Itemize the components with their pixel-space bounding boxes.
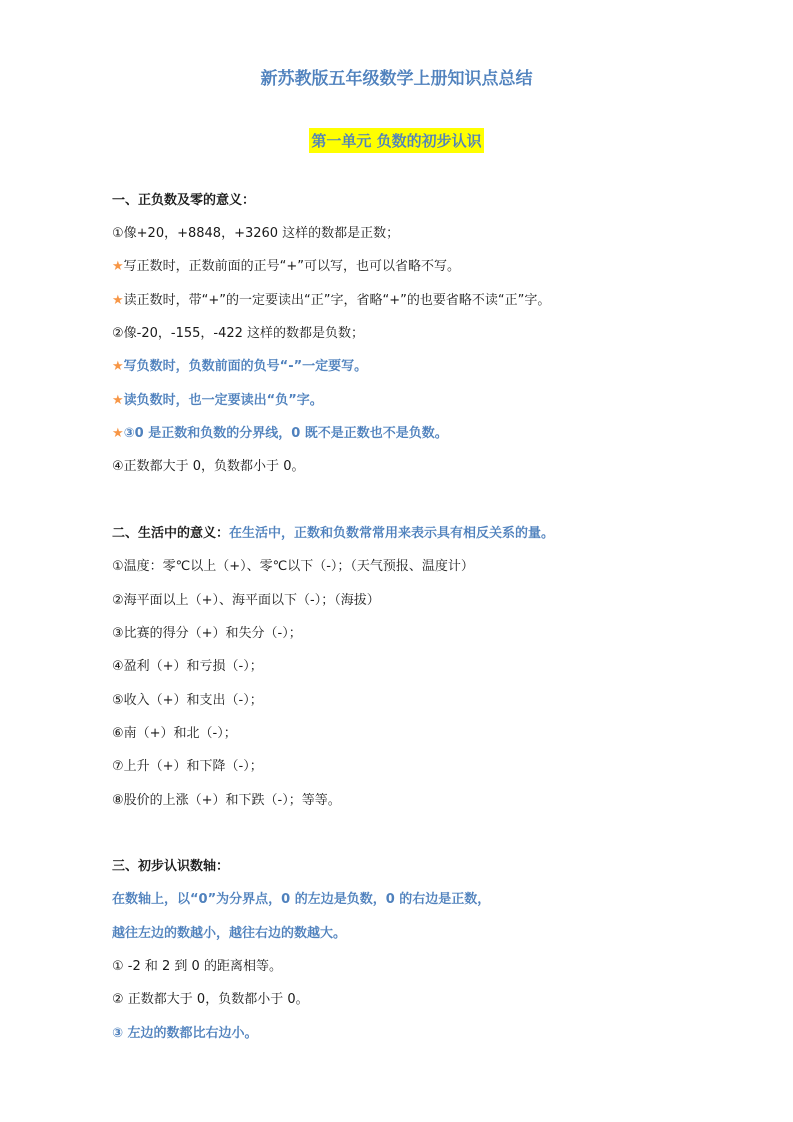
section1-line-1: ①像+20，+8848，+3260 这样的数都是正数； <box>112 226 400 241</box>
unit-title-row <box>0 128 793 153</box>
section3-blue-line-2: 越往左边的数越小，越往右边的数越大。 <box>112 926 347 941</box>
star-icon: ★ <box>112 293 124 308</box>
section1-line-7-text: ③0 是正数和负数的分界线，0 既不是正数也不是负数。 <box>123 426 448 441</box>
section1-line-5 <box>112 358 367 376</box>
section1-line-2-text: 写正数时，正数前面的正号“+”可以写，也可以省略不写。 <box>123 259 461 274</box>
section1-line-3-text: 读正数时，带“+”的一定要读出“正”字，省略“+”的也要省略不读“正”字。 <box>123 293 551 308</box>
section1-line-5-text: 写负数时，负数前面的负号“-”一定要写。 <box>123 359 368 374</box>
star-icon: ★ <box>112 426 124 441</box>
section2-item: ①温度：零℃以上（+）、零℃以下（-）；（天气预报、温度计） <box>112 559 474 574</box>
section2-item: ④盈利（+）和亏损（-）； <box>112 659 263 674</box>
unit-title: 第一单元 负数的初步认识 <box>309 128 483 153</box>
section3-blue-line-1: 在数轴上，以“0”为分界点，0 的左边是负数，0 的右边是正数， <box>112 892 491 907</box>
section1-line-7 <box>112 425 448 443</box>
section2-item: ③比赛的得分（+）和失分（-）； <box>112 626 302 641</box>
section2-heading-note: 在生活中，正数和负数常常用来表示具有相反关系的量。 <box>229 526 555 541</box>
section3-heading: 三、初步认识数轴： <box>112 859 230 874</box>
section2-heading: 二、生活中的意义： <box>112 526 230 541</box>
section2-item: ②海平面以上（+）、海平面以下（-）；（海拔） <box>112 593 380 608</box>
section2-item: ⑥南（+）和北（-）； <box>112 726 237 741</box>
section1-heading: 一、正负数及零的意义： <box>112 193 256 208</box>
document-title: 新苏教版五年级数学上册知识点总结 <box>260 69 533 89</box>
star-icon: ★ <box>112 359 124 374</box>
section1-line-6 <box>112 392 323 410</box>
star-icon: ★ <box>112 393 124 408</box>
section3-line-1: ① -2 和 2 到 0 的距离相等。 <box>112 959 282 974</box>
section1-line-6-text: 读负数时，也一定要读出“负”字。 <box>123 393 323 408</box>
section3-line-3: ③ 左边的数都比右边小。 <box>112 1026 258 1041</box>
section2-item: ⑦上升（+）和下降（-）； <box>112 759 263 774</box>
star-icon: ★ <box>112 259 124 274</box>
section2-item: ⑤收入（+）和支出（-）； <box>112 693 263 708</box>
section2-item: ⑧股价的上涨（+）和下跌（-）；等等。 <box>112 793 341 808</box>
section1-line-4: ②像-20，-155，-422 这样的数都是负数； <box>112 326 365 341</box>
section3-line-2: ② 正数都大于 0，负数都小于 0。 <box>112 992 309 1007</box>
section2-heading-row <box>112 525 554 543</box>
section1-line-8: ④正数都大于 0，负数都小于 0。 <box>112 459 305 474</box>
section1-line-2 <box>112 258 460 276</box>
section1-line-3 <box>112 292 550 310</box>
